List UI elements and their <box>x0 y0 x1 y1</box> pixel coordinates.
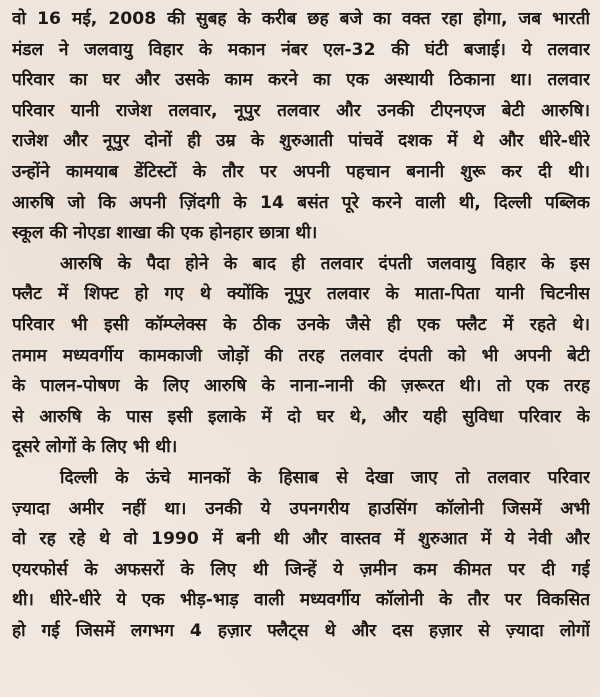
text-line: ज़्यादा अमीर नहीं था। उनकी ये उपनगरीय हाउसिंग कॉलोनी जिसमें अभी <box>12 498 590 519</box>
text-line: परिवार भी इसी कॉम्प्लेक्स के ठीक उनके जैसे ही एक फ्लैट में रहते थे। <box>12 314 590 335</box>
text-line: दूसरे लोगों के लिए भी थी। <box>12 437 178 458</box>
text-line: स्कूल की नोएडा शाखा की एक होनहार छात्रा थी। <box>12 223 318 244</box>
text-line: के पालन-पोषण के लिए आरुषि के नाना-नानी की ज़रूरत थी। तो एक तरह <box>12 376 590 397</box>
paragraph-3 <box>12 463 590 647</box>
text-line: वो 16 मई, 2008 की सुबह के करीब छह बजे का वक्त रहा होगा, जब भारती <box>12 9 590 29</box>
text-line: दिल्ली के ऊंचे मानकों के हिसाब से देखा जाए तो तलवार परिवार <box>60 467 590 488</box>
text-line: आरुषि के पैदा होने के बाद ही तलवार दंपती जलवायु विहार के इस <box>60 253 590 274</box>
text-line: परिवार यानी राजेश तलवार, नूपुर तलवार और उनकी टीएनएज बेटी आरुषि। <box>12 100 590 121</box>
text-line: थी। धीरे-धीरे ये एक भीड़-भाड़ वाली मध्यवर्गीय कॉलोनी के तौर पर विकसित <box>12 590 590 611</box>
text-line: फ्लैट में शिफ्ट हो गए थे क्योंकि नूपुर तलवार के माता-पिता यानी चिटनीस <box>12 284 590 305</box>
paragraph-2 <box>12 249 590 463</box>
text-line: वो रह रहे थे वो 1990 में बनी थी और वास्तव में शुरुआत में ये नेवी और <box>12 529 590 550</box>
text-line: परिवार का घर और उसके काम करने का एक अस्थायी ठिकाना था। तलवार <box>12 70 590 91</box>
text-line: हो गई जिसमें लगभग 4 हज़ार फ्लैट्स थे और दस हज़ार से ज़्यादा लोगों <box>12 620 590 641</box>
text-line: आरुषि जो कि अपनी ज़िंदगी के 14 बसंत पूरे करने वाली थी, दिल्ली पब्लिक <box>12 192 590 213</box>
text-line: एयरफोर्स के अफसरों के लिए थी जिन्हें ये ज़मीन कम कीमत पर दी गई <box>12 559 590 580</box>
paragraph-1 <box>12 4 590 249</box>
text-line: मंडल ने जलवायु विहार के मकान नंबर एल-32 की घंटी बजाई। ये तलवार <box>12 39 590 60</box>
text-line: से आरुषि के पास इसी इलाके में दो घर थे, और यही सुविधा परिवार के <box>12 406 590 427</box>
text-line: राजेश और नूपुर दोनों ही उम्र के शुरुआती पांचवें दशक में थे और धीरे-धीरे <box>12 131 590 152</box>
text-line: तमाम मध्यवर्गीय कामकाजी जोड़ों की तरह तलवार दंपती को भी अपनी बेटी <box>12 345 590 366</box>
text-line: उन्होंने कामयाब डेंटिस्टों के तौर पर अपनी पहचान बनानी शुरू कर दी थी। <box>12 161 590 182</box>
